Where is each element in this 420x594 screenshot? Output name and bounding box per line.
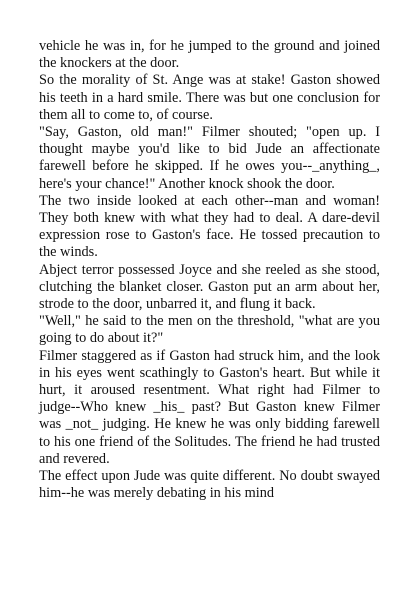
- paragraph: Abject terror possessed Joyce and she reeled as she stood, clutching the blanket closer. Gaston put an arm about her, strode to the door, unbarred it, and flung it back.: [39, 261, 380, 313]
- paragraph: Filmer staggered as if Gaston had struck him, and the look in his eyes went scathingly to Gaston's heart. But while it hurt, it aroused resentment. What right had Filmer to judge--Who knew _his_ past? But Gaston knew Filmer was _not_ judging. He knew he was only bidding farewell to his one friend of the Solitudes. The friend he had trusted and revered.: [39, 347, 380, 467]
- paragraph: So the morality of St. Ange was at stake! Gaston showed his teeth in a hard smile. There was but one conclusion for them all to come to, of course.: [39, 72, 380, 123]
- paragraph: "Say, Gaston, old man!" Filmer shouted; "open up. I thought maybe you'd like to bid Jude an affectionate farewell before he skipped. If he owes you--_anything_, here's your chance!" Another knock shook the door.: [39, 124, 380, 192]
- book-page-text: [39, 38, 380, 502]
- paragraph: The effect upon Jude was quite different. No doubt swayed him--he was merely debating in his mind: [39, 468, 380, 502]
- paragraph: The two inside looked at each other--man and woman! They both knew with what they had to deal. A dare-devil expression rose to Gaston's face. He tossed precaution to the winds.: [39, 192, 380, 261]
- paragraph: "Well," he said to the men on the threshold, "what are you going to do about it?": [39, 313, 380, 347]
- paragraph: vehicle he was in, for he jumped to the ground and joined the knockers at the door.: [39, 38, 380, 72]
